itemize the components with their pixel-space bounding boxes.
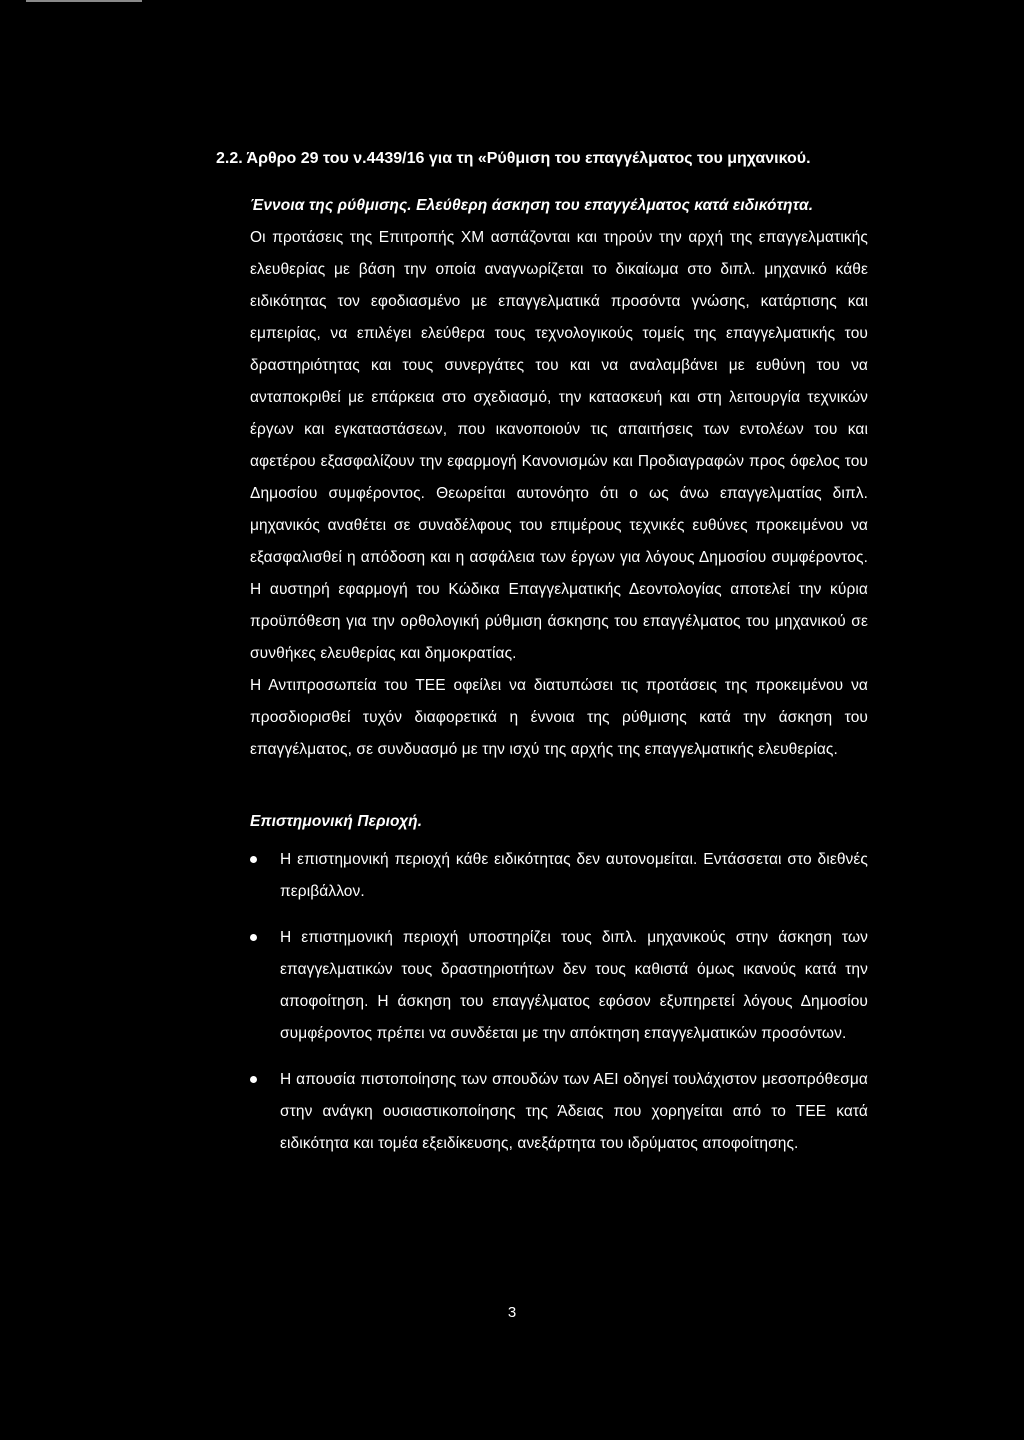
document-body: [250, 148, 868, 1174]
bullet-dot-icon: [250, 934, 257, 941]
bullet-text: Η επιστημονική περιοχή κάθε ειδικότητας δεν αυτονομείται. Εντάσσεται στο διεθνές περιβάλλον.: [280, 851, 868, 900]
section-title-scientific-area: Επιστημονική Περιοχή.: [250, 813, 423, 830]
bullet-text: Η απουσία πιστοποίησης των σπουδών των ΑΕΙ οδηγεί τουλάχιστον μεσοπρόθεσμα στην ανάγκη ουσιαστικοποίησης της Άδειας που χορηγείται από το ΤΕΕ κατά ειδικότητα και τομέα εξειδίκευσης, ανεξάρτητα του ιδρύματος αποφοίτησης.: [280, 1071, 868, 1152]
section-heading: 2.2. Άρθρο 29 του ν.4439/16 για τη «Ρύθμιση του επαγγέλματος του μηχανικού.: [216, 150, 811, 167]
top-rule: [26, 0, 142, 2]
paragraph-regulation: Οι προτάσεις της Επιτροπής ΧΜ ασπάζονται και τηρούν την αρχή της επαγγελματικής ελευθερίας με βάση την οποία αναγνωρίζεται το δικαίωμα στο διπλ. μηχανικό κάθε ειδικότητας τον εφοδιασμένο με επαγγελματικά προσόντα γνώσης, κατάρτισης και εμπειρίας, να επιλέγει ελεύθερα τους τεχνολογικούς τομείς της επαγγελματικής του δραστηριότητας και τους συνεργάτες του και να αναλαμβάνει με ευθύνη του να ανταποκριθεί με επάρκεια στο σχεδιασμό, την κατασκευή και στη λειτουργία τεχνικών έργων και εγκαταστάσεων, που ικανοποιούν τις απαιτήσεις των εντολέων του και αφετέρου εξασφαλίζουν την εφαρμογή Κανονισμών και Προδιαγραφών προς όφελος του Δημοσίου συμφέροντος. Θεωρείται αυτονόητο ότι ο ως άνω επαγγελματίας διπλ. μηχανικός αναθέτει σε συναδέλφους του επιμέρους τεχνικές ευθύνες προκειμένου να εξασφαλισθεί η απόδοση και η ασφάλεια των έργων για λόγους Δημοσίου συμφέροντος. Η αυστηρή εφαρμογή του Κώδικα Επαγγελματικής Δεοντολογίας αποτελεί την κύρια προϋπόθεση για την ορθολογική ρύθμιση άσκησης του επαγγέλματος του μηχανικού σε συνθήκες ελευθερίας και δημοκρατίας.: [250, 229, 868, 662]
paragraph-tee-representation: Η Αντιπροσωπεία του ΤΕΕ οφείλει να διατυπώσει τις προτάσεις της προκειμένου να προσδιορισθεί τυχόν διαφορετικά η έννοια της ρύθμισης κατά την άσκηση του επαγγέλματος, σε συνδυασμό με την ισχύ της αρχής της επαγγελματικής ελευθερίας.: [250, 677, 868, 758]
bullet-item: [250, 922, 868, 1050]
page-number: 3: [507, 1304, 517, 1321]
bullet-item: [250, 1064, 868, 1160]
bullet-item: [250, 844, 868, 908]
bullet-list: [250, 844, 868, 1160]
subheading: Έννοια της ρύθμισης. Ελεύθερη άσκηση του επαγγέλματος κατά ειδικότητα.: [250, 197, 814, 214]
bullet-dot-icon: [250, 1076, 257, 1083]
bullet-dot-icon: [250, 856, 257, 863]
bullet-text: Η επιστημονική περιοχή υποστηρίζει τους διπλ. μηχανικούς στην άσκηση των επαγγελματικών τους δραστηριοτήτων δεν τους καθιστά όμως ικανούς κατά την αποφοίτηση. Η άσκηση του επαγγέλματος εφόσον εξυπηρετεί λόγους Δημοσίου συμφέροντος πρέπει να συνδέεται με την απόκτηση επαγγελματικών προσόντων.: [280, 929, 868, 1042]
